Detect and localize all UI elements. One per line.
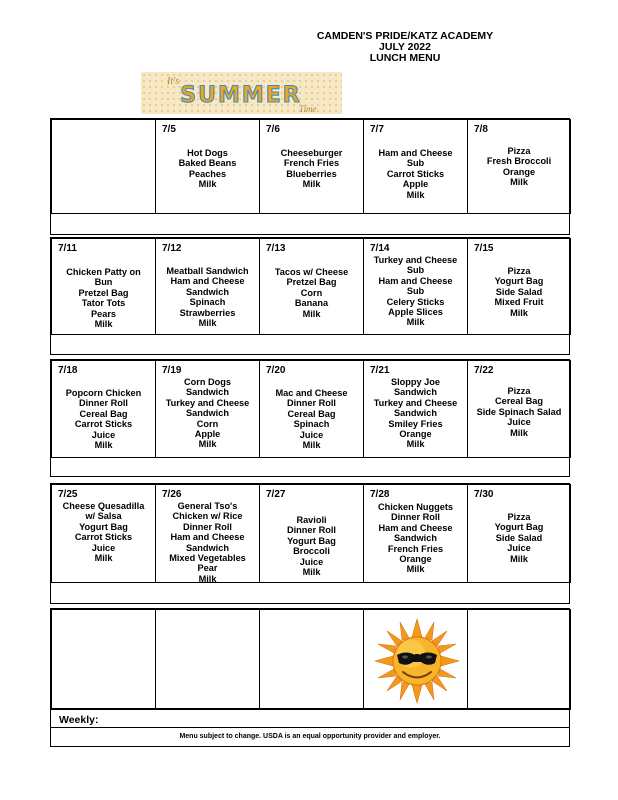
day-cell-7-13: 7/13 Tacos w/ Cheese Pretzel Bag Corn Banana Milk <box>259 238 364 335</box>
day-date: 7/14 <box>370 243 390 254</box>
day-cell-7-8: 7/8 Pizza Fresh Broccoli Orange Milk <box>467 119 571 214</box>
day-date: 7/21 <box>370 365 390 376</box>
day-cell-empty <box>51 609 156 710</box>
school-name: CAMDEN'S PRIDE/KATZ ACADEMY <box>316 30 494 42</box>
week-notes-strip <box>51 457 569 458</box>
week-row-2 <box>50 237 570 355</box>
day-cell-7-15: 7/15 Pizza Yogurt Bag Side Salad Mixed Fruit Milk <box>467 238 571 335</box>
day-cell-7-27: 7/27 Ravioli Dinner Roll Yogurt Bag Broccoli Juice Milk <box>259 484 364 583</box>
day-cell <box>51 119 156 214</box>
svg-text:SUMMER: SUMMER <box>180 83 302 108</box>
day-date: 7/11 <box>58 243 77 254</box>
menu-title: LUNCH MENU <box>369 52 441 64</box>
week-row-5 <box>50 608 570 709</box>
day-date: 7/19 <box>162 365 182 376</box>
footer-disclaimer: Menu subject to change. USDA is an equal opportunity provider and employer. <box>50 728 570 747</box>
week-notes-strip <box>51 213 569 214</box>
day-date: 7/25 <box>58 489 78 500</box>
day-cell-7-11: 7/11 Chicken Patty on Bun Pretzel Bag Tator Tots Pears Milk <box>51 238 156 335</box>
menu-month: JULY 2022 <box>379 41 431 53</box>
week-notes-strip <box>51 334 569 335</box>
sun-with-sunglasses-icon <box>373 617 461 705</box>
day-cell-7-5: 7/5 Hot Dogs Baked Beans Peaches Milk <box>155 119 260 214</box>
weekly-label: Weekly: <box>50 709 570 728</box>
day-cell-7-12: 7/12 Meatball Sandwich Ham and Cheese Sandwich Spinach Strawberries Milk <box>155 238 260 335</box>
day-cell-empty <box>155 609 260 710</box>
day-cell-7-20: 7/20 Mac and Cheese Dinner Roll Cereal Bag Spinach Juice Milk <box>259 360 364 458</box>
day-date: 7/12 <box>162 243 182 254</box>
day-date: 7/13 <box>266 243 286 254</box>
day-date: 7/26 <box>162 489 182 500</box>
day-date: 7/27 <box>266 489 286 500</box>
week-row-3 <box>50 359 570 477</box>
day-date: 7/15 <box>474 243 494 254</box>
day-date: 7/18 <box>58 365 78 376</box>
day-cell-7-25: 7/25 Cheese Quesadilla w/ Salsa Yogurt Bag Carrot Sticks Juice Milk <box>51 484 156 583</box>
day-cell-7-30: 7/30 Pizza Yogurt Bag Side Salad Juice Milk <box>467 484 571 583</box>
day-date: 7/5 <box>162 124 176 135</box>
day-cell-7-22: 7/22 Pizza Cereal Bag Side Spinach Salad Juice Milk <box>467 360 571 458</box>
week-notes-strip <box>51 582 569 583</box>
day-cell-7-26: 7/26 General Tso's Chicken w/ Rice Dinner Roll Ham and Cheese Sandwich Mixed Vegetables Pear Milk <box>155 484 260 583</box>
day-date: 7/8 <box>474 124 488 135</box>
day-date: 7/22 <box>474 365 494 376</box>
week-row-1 <box>50 118 570 235</box>
day-cell-empty <box>259 609 364 710</box>
day-cell-7-28: 7/28 Chicken Nuggets Dinner Roll Ham and Cheese Sandwich French Fries Orange Milk <box>363 484 468 583</box>
svg-text:It's: It's <box>167 76 180 87</box>
day-date: 7/6 <box>266 124 280 135</box>
day-cell-7-21: 7/21 Sloppy Joe Sandwich Turkey and Cheese Sandwich Smiley Fries Orange Milk <box>363 360 468 458</box>
day-cell-empty <box>467 609 571 710</box>
day-cell-7-6: 7/6 Cheeseburger French Fries Blueberries Milk <box>259 119 364 214</box>
summer-banner-logo <box>141 72 342 114</box>
svg-text:Time: Time <box>299 104 317 114</box>
day-date: 7/20 <box>266 365 286 376</box>
week-row-4 <box>50 483 570 604</box>
day-cell-7-14: 7/14 Turkey and Cheese Sub Ham and Cheese Sub Celery Sticks Apple Slices Milk <box>363 238 468 335</box>
day-date: 7/7 <box>370 124 384 135</box>
day-cell-7-18: 7/18 Popcorn Chicken Dinner Roll Cereal Bag Carrot Sticks Juice Milk <box>51 360 156 458</box>
day-cell-7-7: 7/7 Ham and Cheese Sub Carrot Sticks Apple Milk <box>363 119 468 214</box>
day-date: 7/30 <box>474 489 494 500</box>
day-cell-7-19: 7/19 Corn Dogs Sandwich Turkey and Cheese Sandwich Corn Apple Milk <box>155 360 260 458</box>
day-date: 7/28 <box>370 489 390 500</box>
